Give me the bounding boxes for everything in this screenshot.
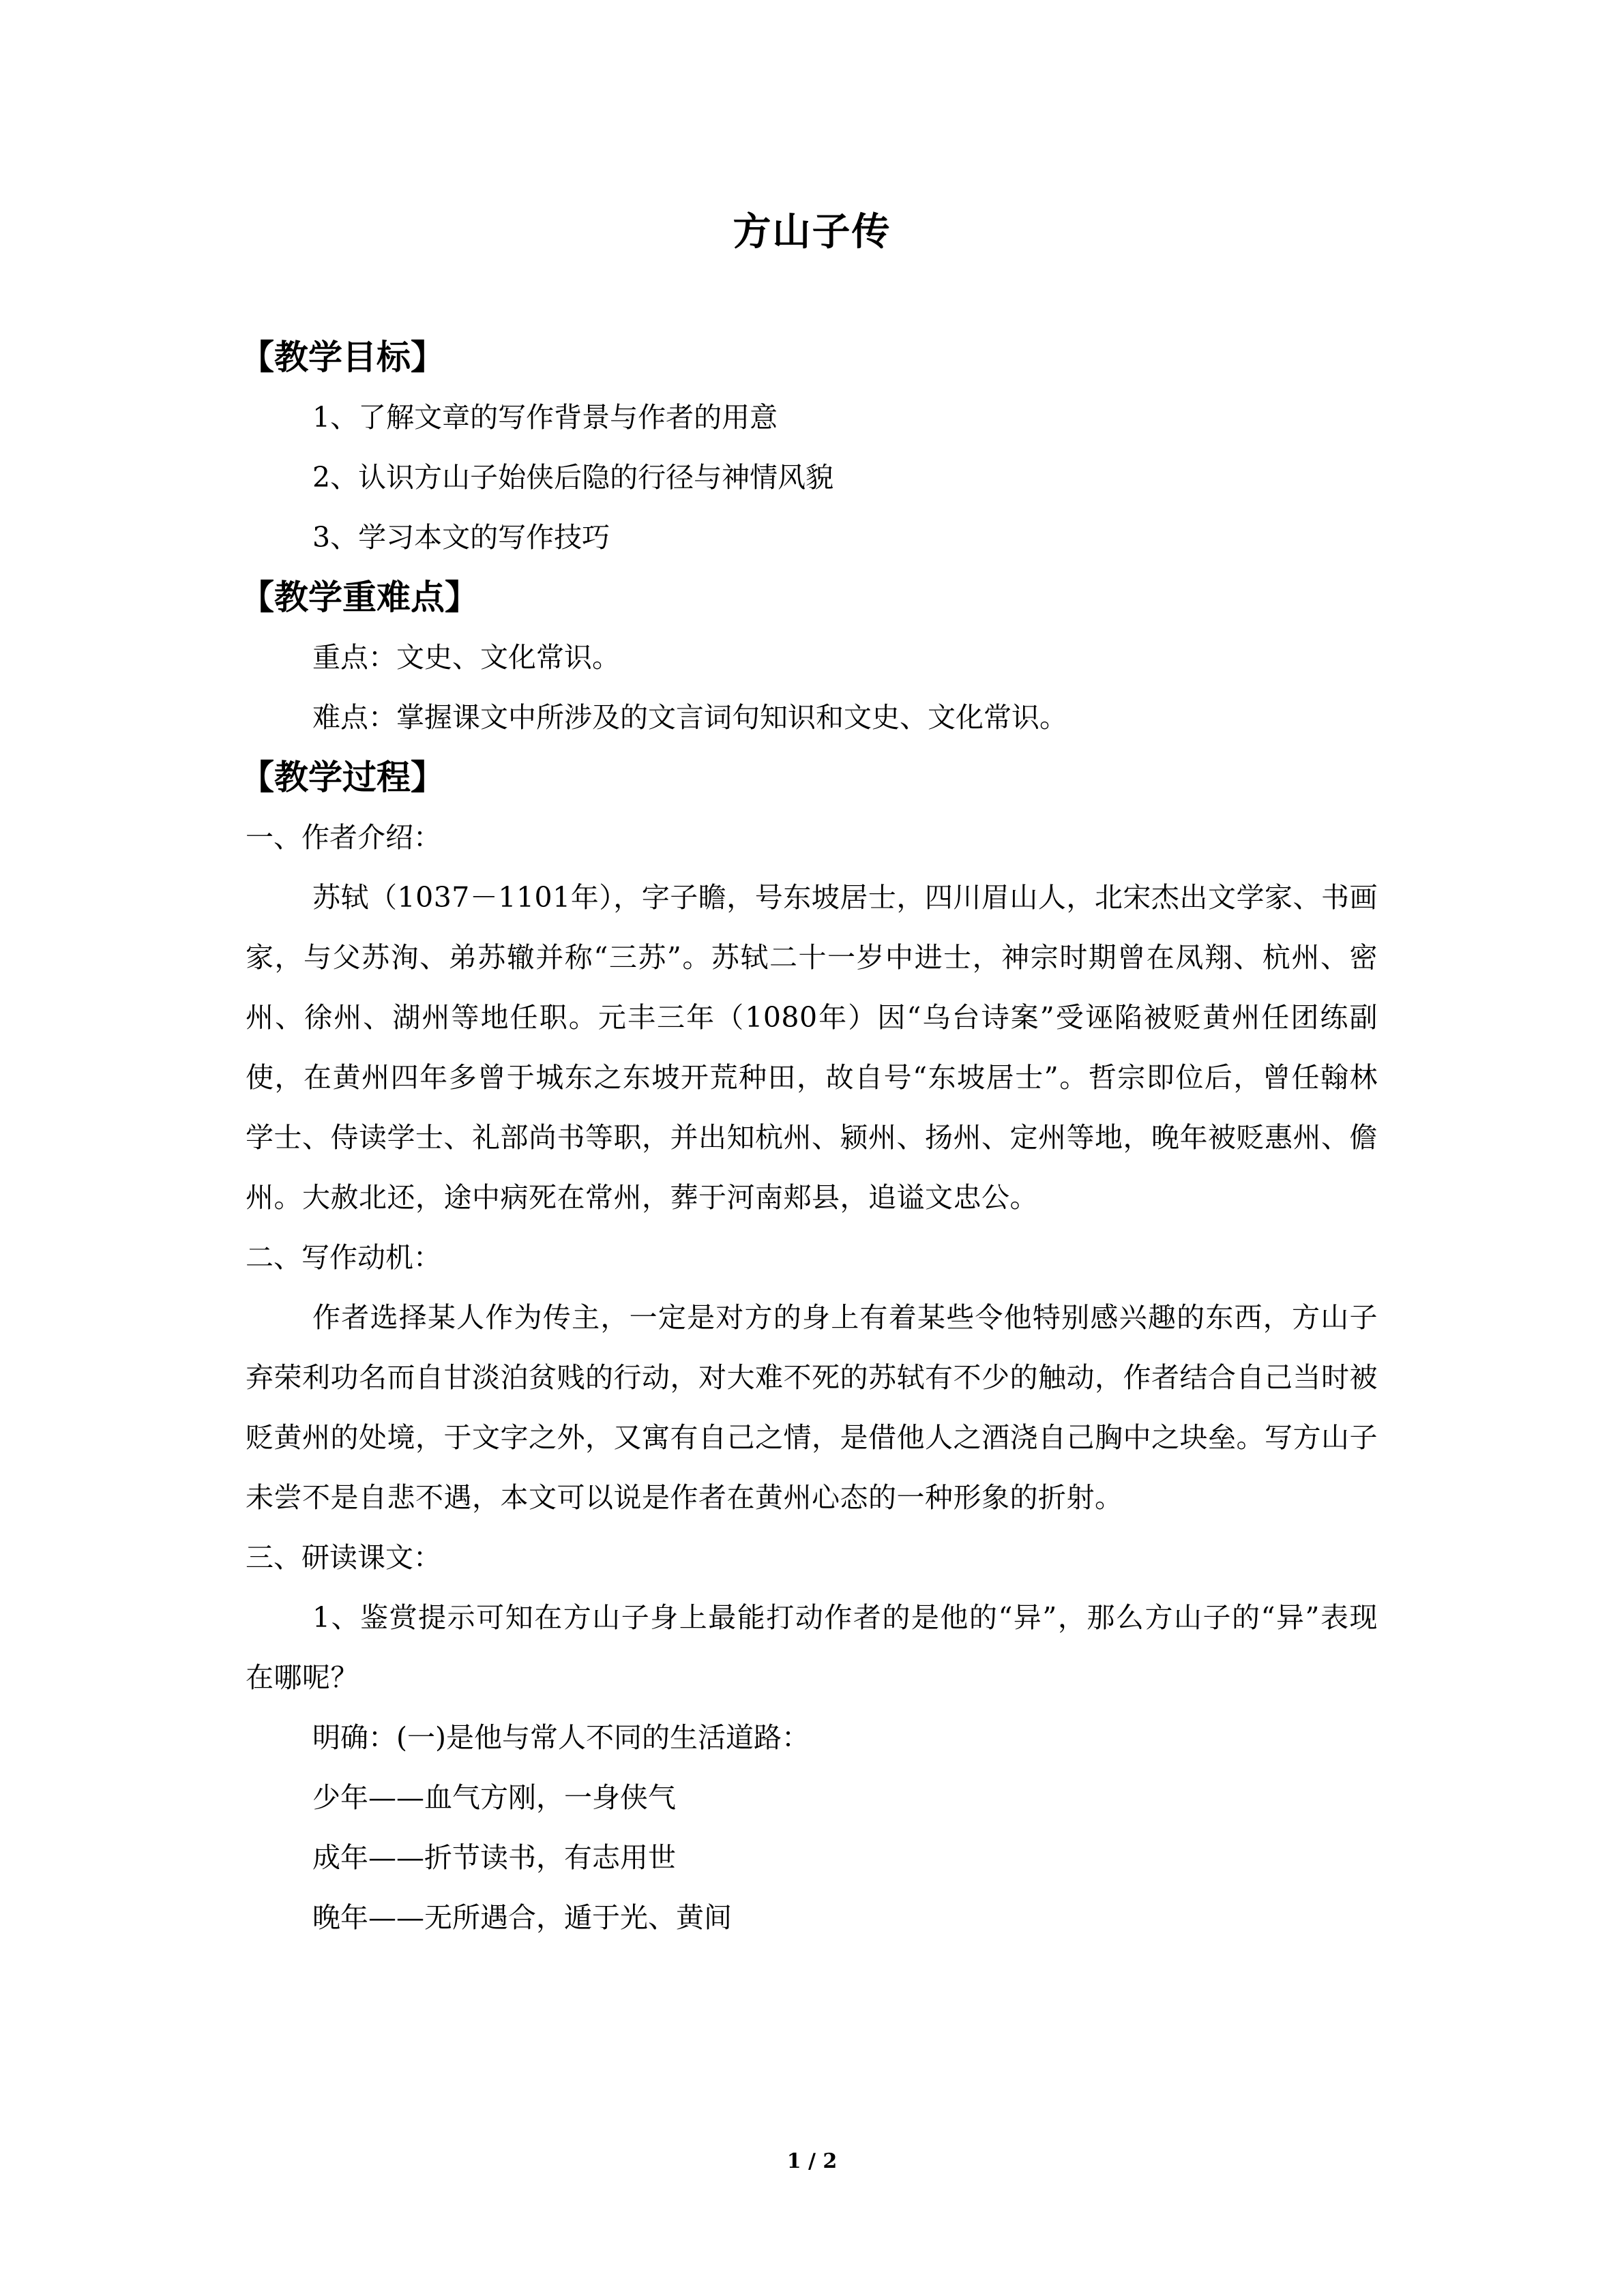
keypoint-item: 难点：掌握课文中所涉及的文言词句知识和文史、文化常识。 (312, 701, 1067, 734)
author-intro-paragraph: 苏轼（1037－1101年），字子瞻，号东坡居士，四川眉山人，北宋杰出文学家、书画家，与父苏洵、弟苏辙并称“三苏”。苏轼二十一岁中进士，神宗时期曾在凤翔、杭州、密州、徐州、湖州等地任职。元丰三年（1080年）因“乌台诗案”受诬陷被贬黄州任团练副使，在黄州四年多曾于城东之东坡开荒种田，故自号“东坡居士”。哲宗即位后，曾任翰林学士、侍读学士、礼部尚书等职，并出知杭州、颍州、扬州、定州等地，晚年被贬惠州、儋州。大赦北还，途中病死在常州，葬于河南郏县，追谥文忠公。 (246, 881, 1378, 1214)
keypoints-heading: 【教学重难点】 (240, 577, 479, 617)
keypoint-item: 重点：文史、文化常识。 (312, 641, 620, 674)
objective-item: 2、认识方山子始侠后隐的行径与神情风貌 (312, 461, 834, 494)
life-stage-item: 晚年——无所遇合，遁于光、黄间 (312, 1901, 732, 1934)
objective-item: 3、学习本文的写作技巧 (312, 521, 610, 554)
objectives-heading: 【教学目标】 (240, 337, 445, 377)
motivation-heading: 二、写作动机： (246, 1241, 441, 1274)
document-body (240, 327, 1378, 1948)
life-stage-item: 少年——血气方刚，一身侠气 (312, 1781, 676, 1814)
page-title: 方山子传 (733, 209, 891, 254)
page-number: 1 / 2 (786, 2149, 838, 2173)
process-heading: 【教学过程】 (240, 757, 445, 797)
author-intro-heading: 一、作者介绍： (246, 821, 441, 854)
study-answer: 明确：(一)是他与常人不同的生活道路： (312, 1721, 810, 1754)
life-stage-item: 成年——折节读书，有志用世 (312, 1841, 676, 1874)
text-study-heading: 三、研读课文： (246, 1541, 441, 1574)
study-question: 1、鉴赏提示可知在方山子身上最能打动作者的是他的“异”，那么方山子的“异”表现在哪呢？ (246, 1601, 1378, 1694)
motivation-paragraph: 作者选择某人作为传主，一定是对方的身上有着某些令他特别感兴趣的东西，方山子弃荣利功名而自甘淡泊贫贱的行动，对大难不死的苏轼有不少的触动，作者结合自己当时被贬黄州的处境，于文字之外，又寓有自己之情，是借他人之酒浇自己胸中之块垒。写方山子未尝不是自悲不遇，本文可以说是作者在黄州心态的一种形象的折射。 (246, 1301, 1378, 1514)
objective-item: 1、了解文章的写作背景与作者的用意 (312, 401, 778, 434)
